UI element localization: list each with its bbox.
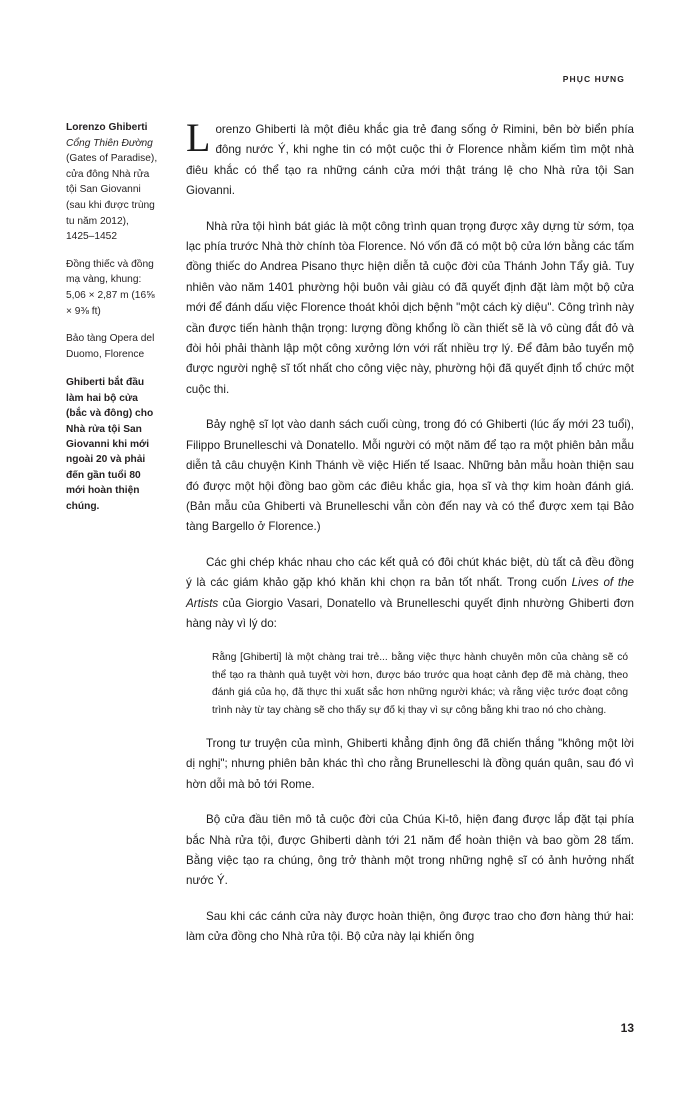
vasari-text-before: Các ghi chép khác nhau cho các kết quả có đôi chút khác biệt, dù tất cả đều đồng ý là các giám khảo gặp khó khăn khi chọn ra bản tốt nhất. Trong cuốn bbox=[186, 555, 634, 590]
caption-work bbox=[66, 136, 160, 245]
caption-note: Ghiberti bắt đầu làm hai bộ cửa (bắc và đông) cho Nhà rửa tội San Giovanni khi mới ngoài 20 và phải đến gần tuổi 80 mới hoàn thiện chúng. bbox=[66, 377, 154, 512]
body-paragraph-5: Trong tư truyện của mình, Ghiberti khẳng định ông đã chiến thắng "không một lời dị nghị"; nhưng phiên bản khác thì cho rằng Brunelleschi là đồng quán quân, sau đó vì hờn dỗi mà bỏ tới Rome. bbox=[186, 736, 634, 791]
body-paragraph-1-text: orenzo Ghiberti là một điêu khắc gia trẻ đang sống ở Rimini, bên bờ biển phía đông nước Ý, khi nghe tin có một cuộc thi ở Florence nhằm kiếm tìm một nhà điêu khắc có thể tạo ra những cánh cửa mới thật tráng lệ cho Nhà rửa tội San Giovanni. bbox=[186, 123, 634, 198]
caption-location: Bảo tàng Opera del Duomo, Florence bbox=[66, 333, 155, 360]
page-content bbox=[66, 115, 634, 948]
block-quote: Rằng [Ghiberti] là một chàng trai trẻ... bằng việc thực hành chuyên môn của chàng sẽ có thể tạo ra thành quả tuyệt vời hơn, được báo trước qua hoạt cảnh đẹp đẽ mà chàng, theo đánh giá của họ, đã thực thi xuất sắc hơn những người khác; và rằng việc tước đoạt công trình này từ tay chàng sẽ cho thấy sự đố kị thay vì sự công bằng khi trao nó cho chàng. bbox=[212, 652, 628, 716]
body-text-column bbox=[174, 115, 634, 948]
body-paragraph-2: Nhà rửa tội hình bát giác là một công trình quan trọng được xây dựng từ sớm, tọa lạc phía trước Nhà thờ chính tòa Florence. Nó vốn đã có một bộ cửa lớn bằng các tấm đồng thiếc do Andrea Pisano thực hiện diễn tả cuộc đời của Thánh John Tẩy giả. Tuy nhiên vào năm 1401 phường hội buôn vải giàu có đã quyết định đặt làm một bộ cửa mới để đánh dấu việc Florence thoát khỏi dịch bệnh "một cách kỳ diệu". Công trình này cần được tiến hành thận trọng: lượng đồng khổng lồ cần thiết sẽ là vô cùng đắt đỏ và đòi hỏi phải thành lập một công xưởng lớn với rất nhiều trợ lý. Để đảm bảo tuyển mộ được người nghệ sĩ tốt nhất cho công việc này, phường hội đã quyết định tổ chức một cuộc thi. bbox=[186, 219, 634, 396]
body-paragraph-7: Sau khi các cánh cửa này được hoàn thiện, ông được trao cho đơn hàng thứ hai: làm cửa đồng cho Nhà rửa tội. Bộ cửa này lại khiến ông bbox=[186, 909, 634, 944]
running-head: PHỤC HƯNG bbox=[562, 74, 625, 84]
caption-artist-name: Lorenzo Ghiberti bbox=[66, 122, 148, 133]
caption-medium: Đồng thiếc và đồng mạ vàng, khung: 5,06 × 2,87 m (16⅝ × 9⅜ ft) bbox=[66, 258, 155, 317]
caption-work-title: Cổng Thiên Đường bbox=[66, 137, 153, 149]
figure-caption-column bbox=[66, 120, 174, 514]
body-paragraph-1 bbox=[186, 115, 634, 202]
page-number: 13 bbox=[620, 1021, 634, 1035]
body-paragraph-6: Bộ cửa đầu tiên mô tả cuộc đời của Chúa Ki-tô, hiện đang được lắp đặt tại phía bắc Nhà rửa tội, được Ghiberti dành tới 21 năm để hoàn thiện và bao gồm 28 tấm. Bằng việc tạo ra chúng, ông trở thành một trong những nghệ sĩ có ảnh hưởng nhất nước Ý. bbox=[186, 813, 634, 888]
drop-cap: L bbox=[186, 115, 211, 160]
body-paragraph-3: Bảy nghệ sĩ lọt vào danh sách cuối cùng, trong đó có Ghiberti (lúc ấy mới 23 tuổi), Filippo Brunelleschi và Donatello. Mỗi người có một năm để tạo ra một phiên bản mẫu diễn tả câu chuyện Kinh Thánh về việc Hiến tế Isaac. Những bản mẫu hoàn thiện sau đó được một hội đồng bao gồm các điêu khắc gia, họa sĩ và thợ kim hoàn đánh giá. (Bản mẫu của Ghiberti và Brunelleschi vẫn còn đến nay và có thể được xem tại Bảo tàng Bargello ở Florence.) bbox=[186, 418, 634, 534]
vasari-book-title: Lives of the Artists bbox=[186, 576, 634, 610]
caption-work-detail: (Gates of Paradise), cửa đông Nhà rửa tội San Giovanni (sau khi được trùng tu năm 2012), 1425–1452 bbox=[66, 153, 158, 243]
figure-caption bbox=[66, 120, 160, 514]
vasari-text-after: của Giorgio Vasari, Donatello và Brunelleschi quyết định nhường Ghiberti đơn hàng này vì lý do: bbox=[186, 596, 634, 630]
body-paragraph-4 bbox=[186, 553, 634, 635]
